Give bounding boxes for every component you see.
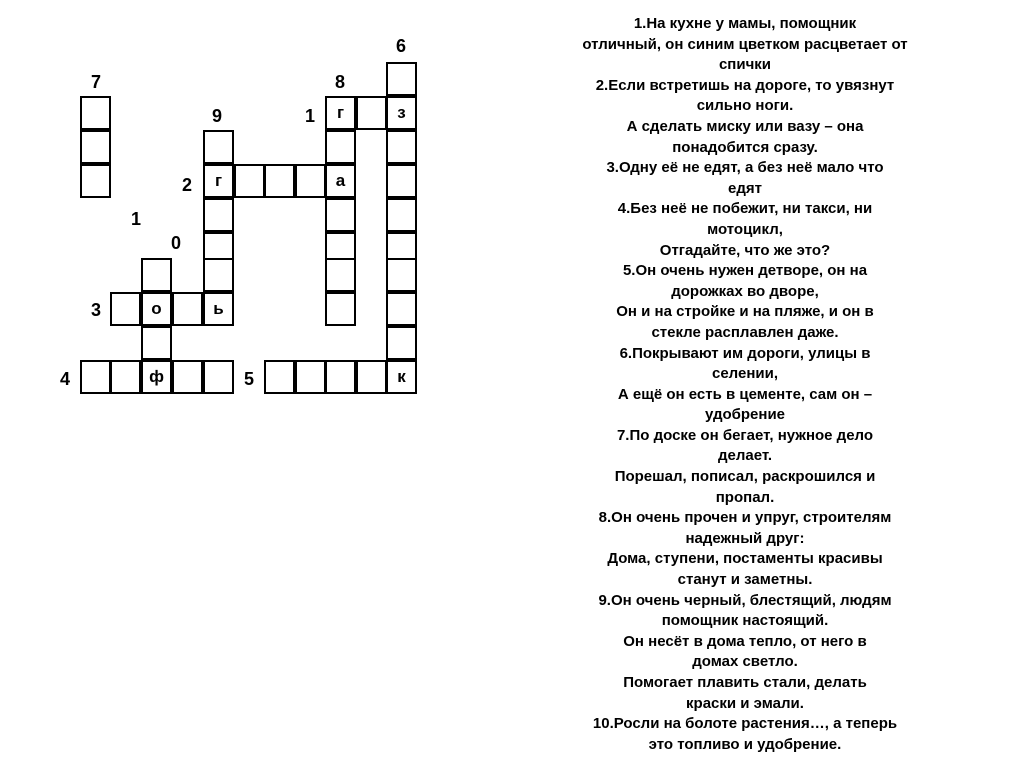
- clue-number-6: 6: [395, 36, 406, 56]
- grid-cell[interactable]: [80, 164, 111, 198]
- clue-line: 9.Он очень черный, блестящий, людям: [598, 591, 892, 609]
- grid-cell[interactable]: [325, 258, 356, 292]
- grid-cell[interactable]: [80, 130, 111, 164]
- grid-cell[interactable]: [172, 292, 203, 326]
- grid-cell[interactable]: [264, 360, 295, 394]
- clue-line: Он несёт в дома тепло, от него в: [623, 632, 867, 650]
- clue-line: станут и заметны.: [677, 571, 813, 589]
- crossword-grid: [0, 0, 440, 430]
- grid-cell[interactable]: [172, 360, 203, 394]
- clue-number-2: 2: [181, 175, 192, 195]
- grid-cell[interactable]: г: [325, 96, 356, 130]
- clue-line: Он и на стройке и на пляже, и он в: [616, 303, 874, 321]
- clue-line: спички: [718, 56, 772, 74]
- grid-cell[interactable]: [386, 62, 417, 96]
- grid-cell[interactable]: [264, 164, 295, 198]
- grid-cell[interactable]: [141, 326, 172, 360]
- clue-line: 6.Покрывают им дороги, улицы в: [619, 344, 871, 362]
- clue-line: Отгадайте, что же это?: [659, 241, 831, 259]
- clue-number-10-first-digit: 1: [130, 209, 141, 229]
- grid-cell[interactable]: [141, 258, 172, 292]
- grid-cell[interactable]: [356, 96, 387, 130]
- clue-line: 7.По доске он бегает, нужное дело: [616, 426, 874, 444]
- grid-cell[interactable]: [234, 164, 265, 198]
- clue-line: пропал.: [715, 488, 775, 506]
- clue-number-1: 1: [304, 106, 315, 126]
- clue-number-5: 5: [243, 369, 254, 389]
- grid-cell[interactable]: ь: [203, 292, 234, 326]
- clue-line: 5.Он очень нужен детворе, он на: [622, 262, 868, 280]
- clue-number-3: 3: [90, 300, 101, 320]
- clue-line: понадобится сразу.: [672, 138, 818, 156]
- clue-line: А ещё он есть в цементе, сам он –: [617, 385, 873, 403]
- clue-line: надежный друг:: [685, 529, 805, 547]
- clue-number-10-second-digit: 0: [170, 233, 181, 253]
- clue-line: 8.Он очень прочен и упруг, строителям: [598, 509, 892, 527]
- grid-cell[interactable]: [110, 292, 141, 326]
- grid-cell[interactable]: [325, 198, 356, 232]
- grid-cell[interactable]: [203, 130, 234, 164]
- grid-cell[interactable]: к: [386, 360, 417, 394]
- grid-cell[interactable]: [80, 360, 111, 394]
- clue-number-4: 4: [59, 369, 70, 389]
- grid-cell[interactable]: [386, 258, 417, 292]
- grid-cell[interactable]: [386, 198, 417, 232]
- grid-cell[interactable]: [386, 326, 417, 360]
- clue-line: это топливо и удобрение.: [648, 735, 842, 753]
- clue-line: А сделать миску или вазу – она: [626, 117, 864, 135]
- grid-cell[interactable]: [203, 258, 234, 292]
- clue-number-8: 8: [334, 72, 345, 92]
- grid-cell[interactable]: [325, 360, 356, 394]
- clue-line: Помогает плавить стали, делать: [623, 674, 867, 691]
- grid-cell[interactable]: а: [325, 164, 356, 198]
- clue-list: [555, 14, 935, 755]
- grid-cell[interactable]: г: [203, 164, 234, 198]
- clue-line: 2.Если встретишь на дороге, то увязнут: [595, 76, 895, 94]
- clue-line: сильно ноги.: [696, 97, 794, 115]
- grid-cell[interactable]: [110, 360, 141, 394]
- clue-number-7: 7: [90, 72, 101, 92]
- grid-cell[interactable]: [386, 130, 417, 164]
- clue-line: едят: [728, 179, 762, 197]
- clue-line: домах светло.: [692, 653, 798, 671]
- clue-line: селении,: [711, 365, 779, 383]
- grid-cell[interactable]: [386, 292, 417, 326]
- clue-line: 4.Без неё не побежит, ни такси, ни: [617, 200, 873, 218]
- clue-line: отличный, он синим цветком расцветает от: [582, 35, 908, 53]
- clue-number-9: 9: [211, 106, 222, 126]
- grid-cell[interactable]: з: [386, 96, 417, 130]
- grid-cell[interactable]: [295, 360, 326, 394]
- grid-cell[interactable]: о: [141, 292, 172, 326]
- clue-line: Дома, ступени, постаменты красивы: [607, 550, 883, 568]
- grid-cell[interactable]: [325, 130, 356, 164]
- grid-cell[interactable]: [325, 292, 356, 326]
- clue-line: стекле расплавлен даже.: [651, 323, 839, 341]
- grid-cell[interactable]: [203, 198, 234, 232]
- grid-cell[interactable]: [203, 360, 234, 394]
- grid-cell[interactable]: [295, 164, 326, 198]
- clue-line: 3.Одну её не едят, а без неё мало что: [606, 159, 884, 177]
- grid-cell[interactable]: [386, 164, 417, 198]
- clue-line: помощник настоящий.: [661, 612, 829, 630]
- grid-cell[interactable]: [80, 96, 111, 130]
- grid-cell[interactable]: ф: [141, 360, 172, 394]
- grid-cell[interactable]: [356, 360, 387, 394]
- clue-line: удобрение: [704, 406, 786, 424]
- clue-line: краски и эмали.: [686, 694, 804, 712]
- clue-line: мотоцикл,: [707, 220, 783, 238]
- clue-line: 10.Росли на болоте растения…, а теперь: [592, 715, 898, 733]
- clue-line: делает.: [717, 447, 773, 465]
- clue-line: Порешал, пописал, раскрошился и: [614, 468, 876, 486]
- clue-line: дорожках во дворе,: [671, 282, 819, 300]
- clue-line: 1.На кухне у мамы, помощник: [633, 15, 857, 32]
